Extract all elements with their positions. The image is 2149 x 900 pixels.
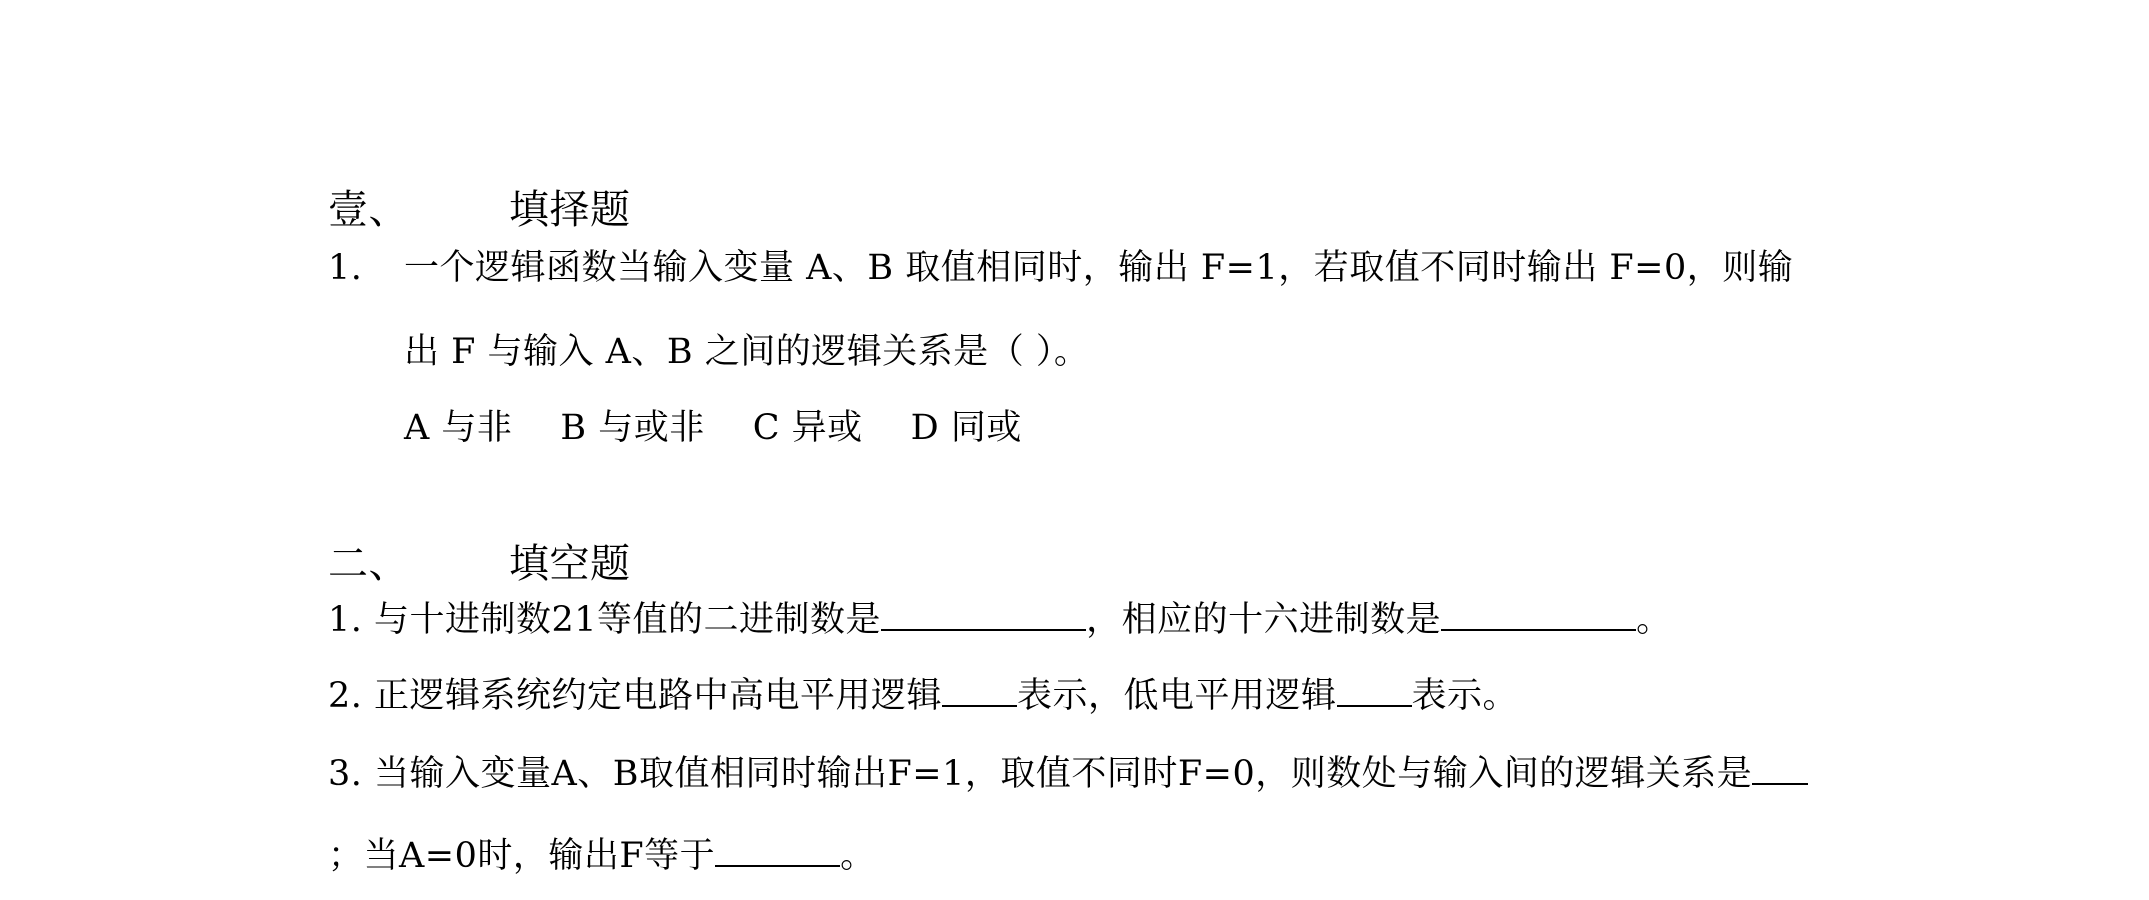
answer-blank-5[interactable]: [1752, 753, 1808, 785]
answer-blank-6[interactable]: [715, 835, 840, 867]
answer-blank-4[interactable]: [1337, 675, 1412, 707]
section-2-heading-title: 填空题: [509, 541, 631, 587]
section-1-question-1-number: 1.: [328, 248, 363, 288]
section-2-question-3-line-2-part-2: 。: [840, 836, 876, 876]
section-1-heading-number: 壹、: [328, 187, 409, 233]
answer-blank-2[interactable]: [1441, 599, 1636, 631]
option-c: C 异或: [752, 408, 863, 448]
section-2-question-3-line-1: [328, 752, 1808, 796]
section-1-question-1-text-line-2: 出 F 与输入 A、B 之间的逻辑关系是（ ）。: [404, 332, 1090, 372]
section-2-question-1-part-1: 1. 与十进制数21等值的二进制数是: [328, 600, 882, 640]
section-1-question-1-options: [404, 406, 1022, 450]
section-1-question-1-line-2: [404, 330, 1089, 374]
option-a: A 与非: [404, 408, 513, 448]
option-d: D 同或: [910, 408, 1022, 448]
answer-blank-1[interactable]: [881, 599, 1086, 631]
section-2-question-3-text-line-1: 3. 当输入变量A、B取值相同时输出F=1，取值不同时F=0，则数处与输入间的逻辑关系是: [328, 754, 1753, 794]
section-1-heading-title: 填择题: [509, 187, 631, 233]
section-2-question-3-line-2-part-1: ；当A=0时，输出F等于: [328, 836, 716, 876]
section-2-heading-number: 二、: [328, 541, 409, 587]
section-2-question-1-part-3: 。: [1636, 600, 1672, 640]
answer-blank-3[interactable]: [942, 675, 1017, 707]
section-2-heading: [328, 540, 631, 588]
section-2-question-2-part-3: 表示。: [1411, 676, 1519, 716]
section-2-question-1-part-2: ，相应的十六进制数是: [1086, 600, 1442, 640]
section-1-question-1-text-line-1: 一个逻辑函数当输入变量 A、B 取值相同时，输出 F=1，若取值不同时输出 F=0，则输: [404, 248, 1794, 288]
option-b: B 与或非: [560, 408, 705, 448]
section-1-question-1-line-1: [328, 246, 1793, 290]
section-2-question-2: [328, 674, 1518, 718]
section-2-question-3-line-2: [328, 834, 876, 878]
section-2-question-1: [328, 598, 1672, 642]
section-1-heading: [328, 186, 631, 234]
section-2-question-2-part-1: 2. 正逻辑系统约定电路中高电平用逻辑: [328, 676, 943, 716]
section-2-question-2-part-2: 表示，低电平用逻辑: [1017, 676, 1337, 716]
